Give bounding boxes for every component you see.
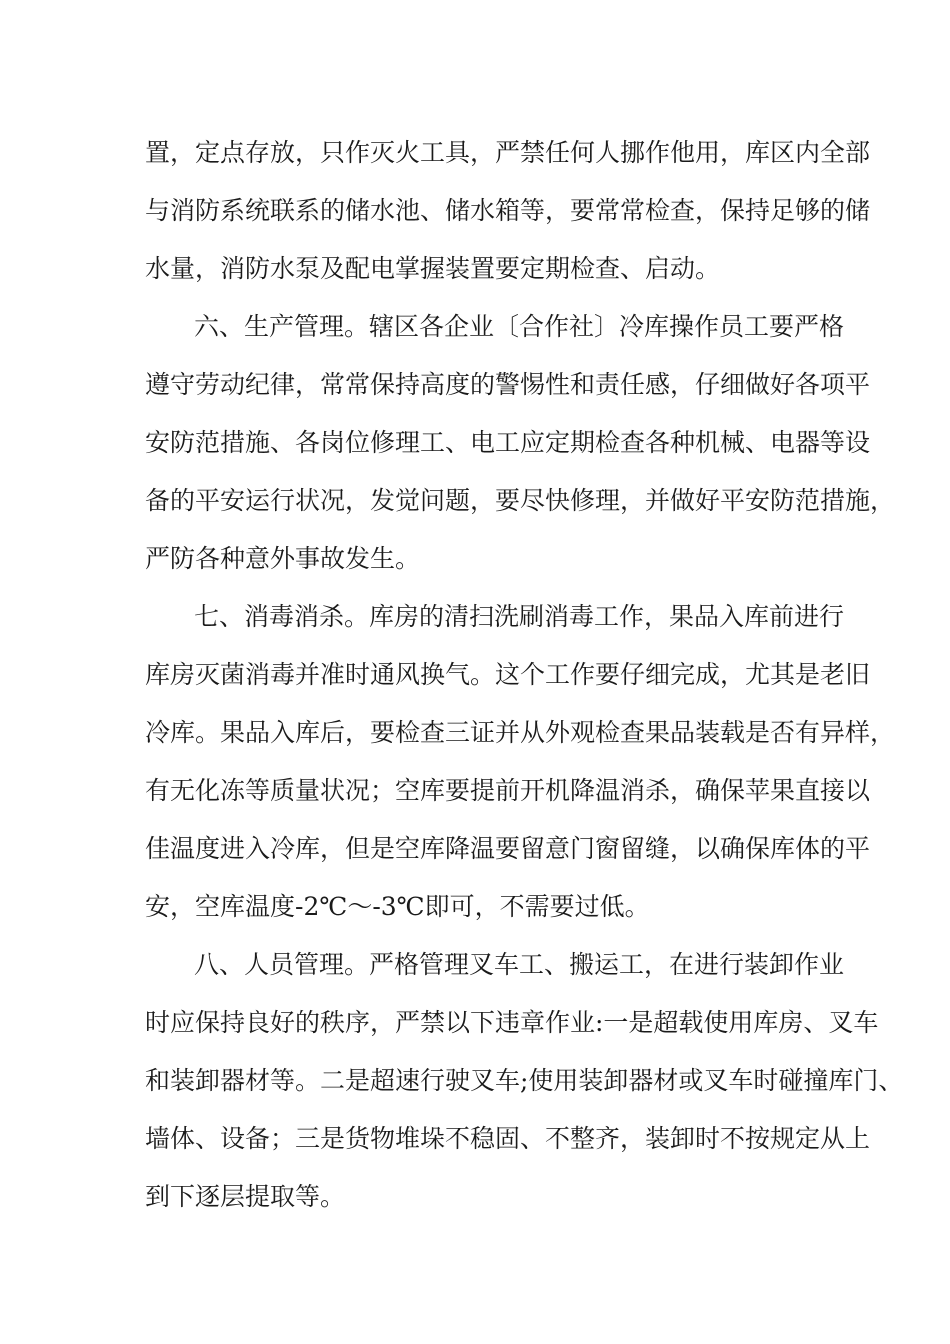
text-line: 时应保持良好的秩序，严禁以下违章作业:一是超载使用库房、叉车 [145, 1008, 879, 1037]
text-line: 置，定点存放，只作灭火工具，严禁任何人挪作他用，库区内全部 [145, 138, 871, 167]
paragraph-heading-line: 八、人员管理。严格管理叉车工、搬运工，在进行装卸作业 [194, 950, 845, 979]
text-line: 水量，消防水泵及配电掌握装置要定期检查、启动。 [145, 254, 721, 283]
text-line: 到下逐层提取等。 [145, 1182, 346, 1211]
text-line: 冷库。果品入库后，要检查三证并从外观检查果品装载是否有异样， [145, 718, 896, 747]
text-line: 佳温度进入冷库，但是空库降温要留意门窗留缝，以确保库体的平 [145, 834, 871, 863]
text-line: 安，空库温度-2℃～-3℃即可，不需要过低。 [145, 892, 650, 921]
paragraph-heading-line: 六、生产管理。辖区各企业〔合作社〕冷库操作员工要严格 [194, 312, 845, 341]
text-line: 遵守劳动纪律，常常保持高度的警惕性和责任感，仔细做好各项平 [145, 370, 871, 399]
text-line: 与消防系统联系的储水池、储水箱等，要常常检查，保持足够的储 [145, 196, 871, 225]
text-line: 安防范措施、各岗位修理工、电工应定期检查各种机械、电器等设 [145, 428, 871, 457]
text-line: 有无化冻等质量状况；空库要提前开机降温消杀，确保苹果直接以 [145, 776, 871, 805]
text-line: 墙体、设备；三是货物堆垛不稳固、不整齐，装卸时不按规定从上 [145, 1124, 871, 1153]
text-line: 和装卸器材等。二是超速行驶叉车;使用装卸器材或叉车时碰撞库门、 [145, 1066, 904, 1095]
text-line: 库房灭菌消毒并准时通风换气。这个工作要仔细完成，尤其是老旧 [145, 660, 871, 689]
paragraph-heading-line: 七、消毒消杀。库房的清扫洗刷消毒工作，果品入库前进行 [194, 602, 845, 631]
text-line: 备的平安运行状况，发觉问题，要尽快修理，并做好平安防范措施， [145, 486, 896, 515]
text-line: 严防各种意外事故发生。 [145, 544, 421, 573]
